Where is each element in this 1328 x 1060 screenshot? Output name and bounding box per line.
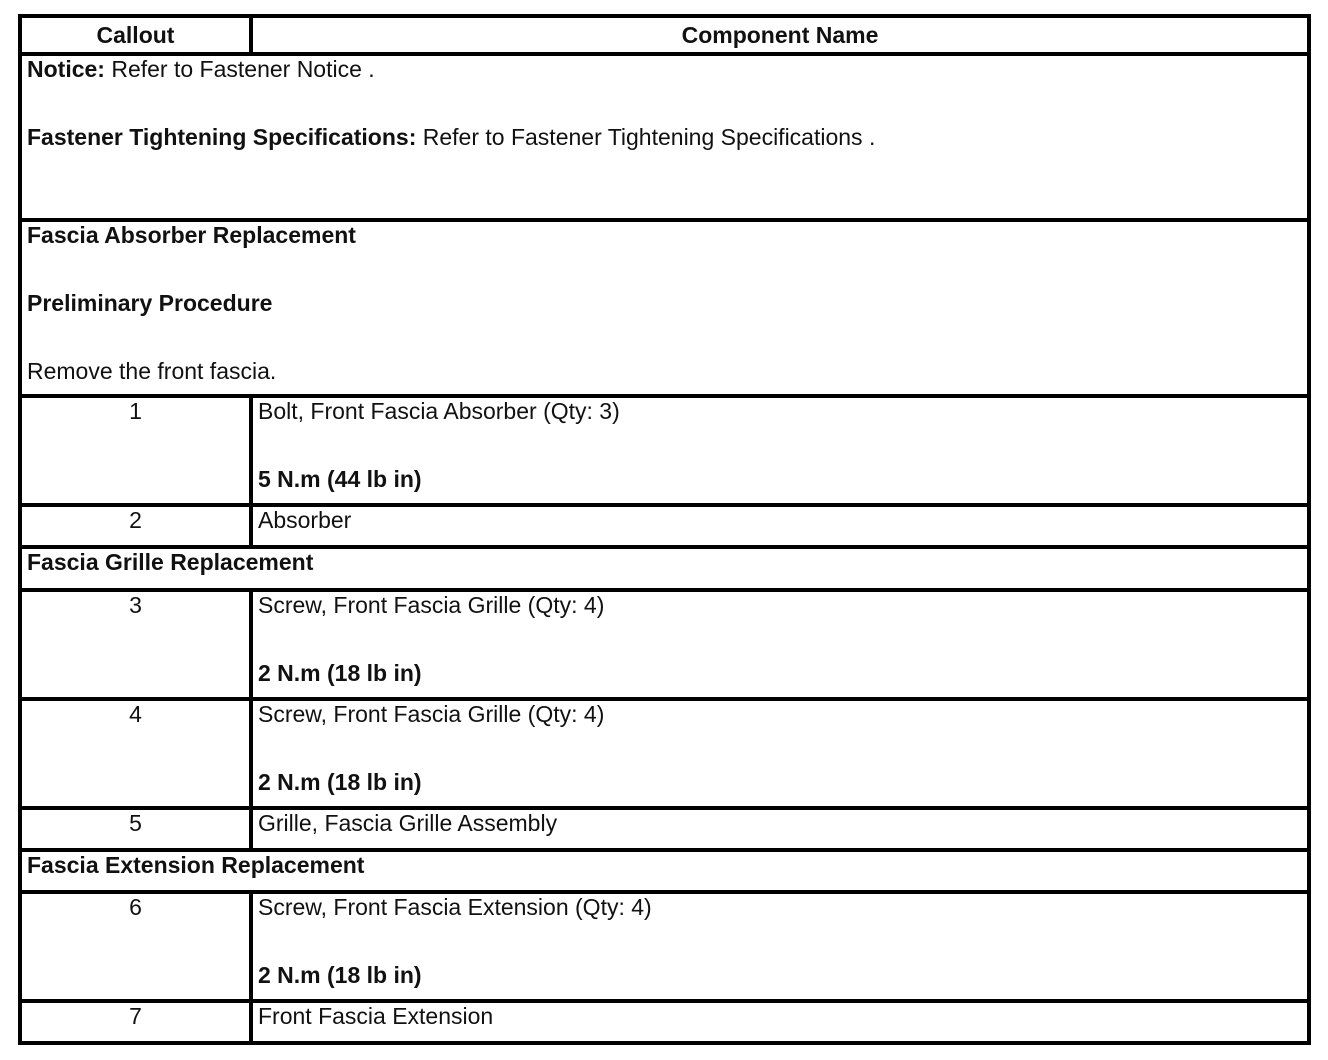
notice-line — [27, 56, 1302, 82]
section-title: Fascia Absorber Replacement — [27, 222, 356, 249]
notice-row — [20, 54, 1309, 220]
section-heading-row — [20, 850, 1309, 892]
callout-cell: 1 — [20, 396, 251, 505]
table-row — [20, 808, 1309, 850]
component-name: Screw, Front Fascia Grille (Qty: 4) — [258, 700, 605, 727]
callout-cell: 5 — [20, 808, 251, 850]
component-name: Front Fascia Extension — [251, 1001, 1309, 1043]
callout-cell: 2 — [20, 505, 251, 547]
table-row — [20, 590, 1309, 699]
component-table — [18, 14, 1311, 1045]
callout-cell: 7 — [20, 1001, 251, 1043]
component-cell — [251, 396, 1309, 505]
component-name: Grille, Fascia Grille Assembly — [251, 808, 1309, 850]
torque-spec: 2 N.m (18 lb in) — [258, 961, 422, 988]
table-row — [20, 892, 1309, 1001]
preliminary-label: Preliminary Procedure — [27, 290, 273, 317]
torque-spec: 2 N.m (18 lb in) — [258, 768, 422, 795]
table-row — [20, 396, 1309, 505]
section-heading-absorber — [20, 220, 1309, 396]
callout-cell: 3 — [20, 590, 251, 699]
notice-text: Refer to Fastener Notice . — [104, 56, 375, 83]
spec-label: Fastener Tightening Specifications: — [27, 124, 417, 151]
section-heading-extension: Fascia Extension Replacement — [20, 850, 1309, 892]
table-header-row — [20, 16, 1309, 54]
spec-text: Refer to Fastener Tightening Specifications . — [416, 124, 876, 151]
section-heading-grille: Fascia Grille Replacement — [20, 547, 1309, 589]
component-name: Screw, Front Fascia Extension (Qty: 4) — [258, 893, 652, 920]
section-heading-row — [20, 220, 1309, 396]
spec-line — [27, 124, 1302, 150]
preliminary-text: Remove the front fascia. — [27, 358, 277, 385]
table-row — [20, 699, 1309, 808]
component-name: Absorber — [251, 505, 1309, 547]
torque-spec: 2 N.m (18 lb in) — [258, 659, 422, 686]
notice-label: Notice: — [27, 56, 105, 83]
component-name: Bolt, Front Fascia Absorber (Qty: 3) — [258, 398, 620, 425]
torque-spec: 5 N.m (44 lb in) — [258, 466, 422, 493]
callout-cell: 4 — [20, 699, 251, 808]
callout-column-header: Callout — [20, 16, 251, 54]
table-row — [20, 1001, 1309, 1043]
component-name-column-header: Component Name — [251, 16, 1309, 54]
callout-cell: 6 — [20, 892, 251, 1001]
component-cell — [251, 590, 1309, 699]
component-cell — [251, 699, 1309, 808]
section-heading-row — [20, 547, 1309, 589]
table-row — [20, 505, 1309, 547]
component-name: Screw, Front Fascia Grille (Qty: 4) — [258, 591, 605, 618]
component-cell — [251, 892, 1309, 1001]
notice-cell — [20, 54, 1309, 220]
